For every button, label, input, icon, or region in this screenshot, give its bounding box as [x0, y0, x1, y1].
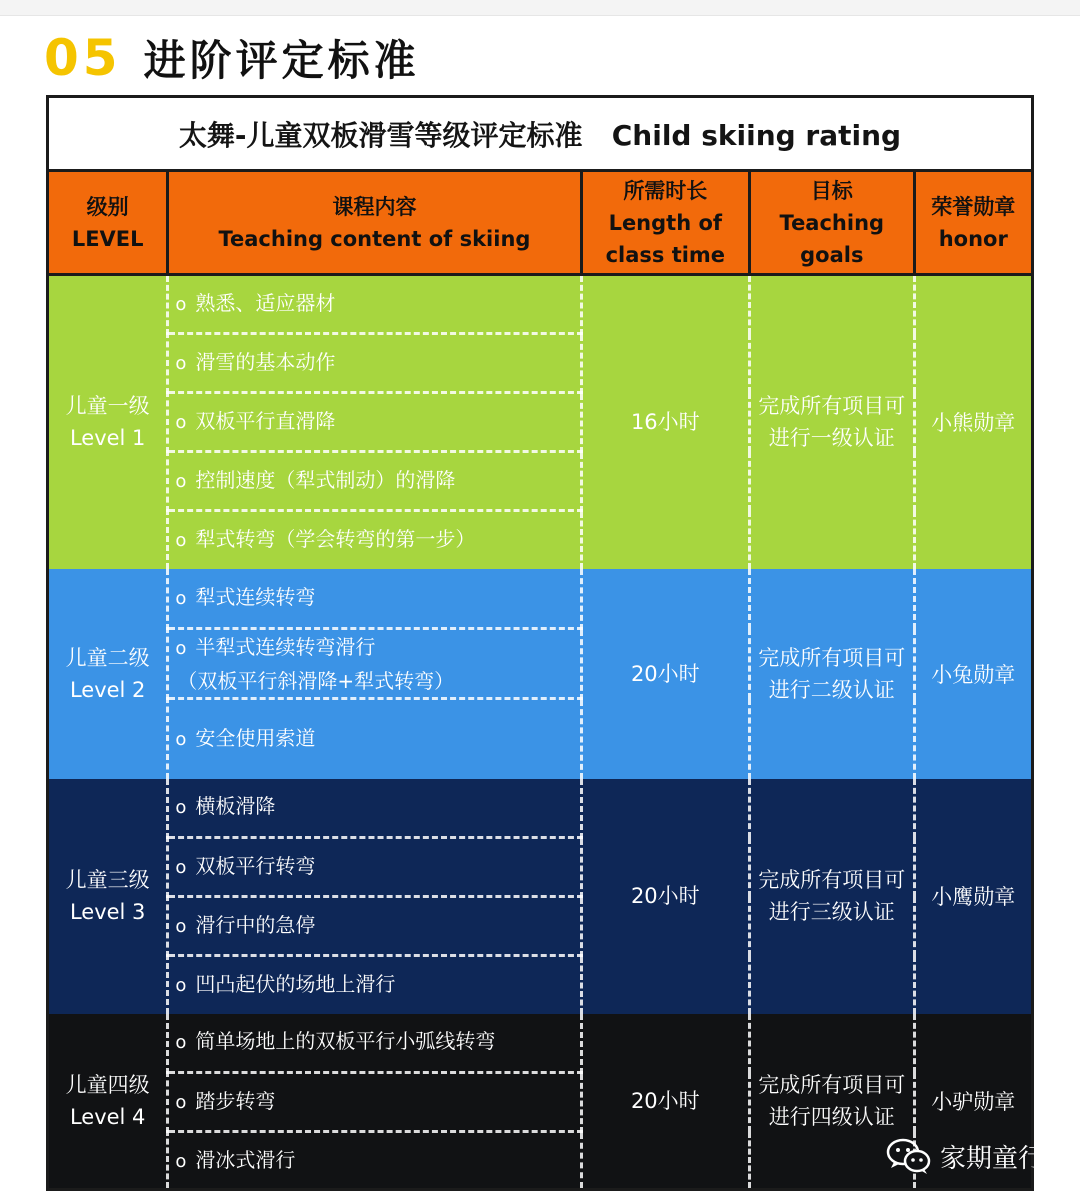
- wechat-icon: [886, 1137, 932, 1175]
- header-time: [581, 171, 750, 275]
- bullet-icon: o: [175, 353, 187, 374]
- goal-line: 进行二级认证: [768, 677, 895, 702]
- list-item: [168, 1014, 581, 1073]
- item-text: 滑冰式滑行: [195, 1147, 296, 1172]
- section-title: 进阶评定标准: [143, 36, 420, 85]
- header-time-cn: 所需时长: [623, 178, 708, 203]
- item-text: 犁式连续转弯: [195, 584, 316, 609]
- bullet-icon: o: [175, 857, 187, 878]
- level-4-name-en: Level 4: [69, 1104, 146, 1129]
- item-text-continuation: （双板平行斜滑降+犁式转弯）: [177, 668, 455, 693]
- level-2-time: 20小时: [581, 569, 750, 779]
- level-3-time: 20小时: [581, 779, 750, 1014]
- header-goals-en2: goals: [800, 242, 864, 267]
- goal-line: 进行三级认证: [768, 900, 895, 924]
- top-rule: [0, 0, 1080, 16]
- level-1-name-cn: 儿童一级: [65, 394, 150, 419]
- header-content-cn: 课程内容: [332, 194, 417, 219]
- item-text: 双板平行转弯: [195, 854, 316, 878]
- item-text: 滑雪的基本动作: [195, 350, 336, 374]
- header-goals-cn: 目标: [810, 178, 853, 203]
- header-level-cn: 级别: [86, 194, 129, 219]
- goal-line: 完成所有项目可: [758, 645, 906, 670]
- item-text: 双板平行直滑降: [195, 409, 336, 433]
- list-item: [168, 393, 581, 452]
- bullet-icon: o: [175, 1092, 187, 1113]
- level-1-honor: 小熊勋章: [914, 275, 1032, 569]
- header-honor: [914, 171, 1032, 275]
- list-item: [168, 629, 581, 699]
- rating-table: [46, 95, 1034, 1191]
- bullet-icon: o: [175, 1032, 187, 1054]
- level-4-name-cn: 儿童四级: [65, 1072, 150, 1097]
- goal-line: 完成所有项目可: [758, 394, 906, 419]
- level-1-label: [48, 275, 168, 569]
- goal-line: 进行四级认证: [768, 1104, 895, 1129]
- header-goals: [750, 171, 914, 275]
- level-1-row: [48, 275, 1033, 334]
- level-3-name-en: Level 3: [69, 900, 146, 924]
- header-honor-en: honor: [938, 226, 1008, 251]
- list-item: [168, 334, 581, 393]
- section-number: 05: [44, 29, 122, 87]
- list-item: [168, 699, 581, 779]
- bullet-icon: o: [175, 294, 187, 315]
- bullet-icon: o: [175, 637, 187, 659]
- header-goals-en1: Teaching: [779, 210, 885, 235]
- level-4-label: [48, 1014, 168, 1190]
- list-item: [168, 956, 581, 1014]
- level-4-honor: 小驴勋章: [914, 1014, 1032, 1190]
- bullet-icon: o: [175, 1150, 187, 1172]
- item-text: 犁式转弯（学会转弯的第一步）: [195, 527, 476, 552]
- bullet-icon: o: [175, 412, 187, 433]
- level-2-honor: 小兔勋章: [914, 569, 1032, 779]
- level-1-goal: [750, 275, 914, 569]
- list-item: [168, 838, 581, 897]
- goal-line: 完成所有项目可: [758, 868, 906, 892]
- bullet-icon: o: [175, 916, 187, 937]
- watermark: [886, 1137, 1044, 1175]
- header-honor-cn: 荣誉勋章: [931, 194, 1016, 219]
- header-time-en1: Length of: [608, 210, 723, 235]
- level-2-name-cn: 儿童二级: [65, 645, 150, 670]
- item-text: 控制速度（犁式制动）的滑降: [195, 468, 456, 492]
- level-3-row: [48, 779, 1033, 838]
- section-heading: [44, 26, 420, 90]
- list-item: [168, 779, 581, 838]
- item-text: 踏步转弯: [195, 1089, 276, 1113]
- list-item: [168, 1073, 581, 1132]
- item-text: 半犁式连续转弯滑行: [195, 634, 376, 659]
- header-level-en: LEVEL: [71, 226, 144, 251]
- list-item: [168, 1132, 581, 1190]
- bullet-icon: o: [175, 530, 187, 552]
- level-3-label: [48, 779, 168, 1014]
- level-3-honor: 小鹰勋章: [914, 779, 1032, 1014]
- item-text: 滑行中的急停: [195, 913, 316, 937]
- list-item: [168, 275, 581, 334]
- item-text: 横板滑降: [195, 794, 276, 819]
- header-level: [48, 171, 168, 275]
- header-row: [48, 171, 1033, 275]
- level-2-goal: [750, 569, 914, 779]
- level-3-goal: [750, 779, 914, 1014]
- level-4-time: 20小时: [581, 1014, 750, 1190]
- level-2-row: [48, 569, 1033, 629]
- header-content: [168, 171, 581, 275]
- item-text: 安全使用索道: [195, 726, 316, 751]
- watermark-text: 家期童行: [939, 1143, 1044, 1174]
- bullet-icon: o: [175, 797, 187, 819]
- bullet-icon: o: [175, 471, 187, 492]
- item-text: 熟悉、适应器材: [195, 291, 336, 315]
- level-4-row: [48, 1014, 1033, 1073]
- list-item: [168, 452, 581, 511]
- header-time-en2: class time: [605, 242, 726, 267]
- header-content-en: Teaching content of skiing: [218, 226, 531, 251]
- list-item: [168, 897, 581, 956]
- level-1-name-en: Level 1: [69, 426, 146, 451]
- table-title: 太舞-儿童双板滑雪等级评定标准 Child skiing rating: [48, 97, 1033, 171]
- goal-line: 进行一级认证: [768, 426, 895, 451]
- level-1-time: 16小时: [581, 275, 750, 569]
- goal-line: 完成所有项目可: [758, 1072, 906, 1097]
- level-2-name-en: Level 2: [69, 677, 146, 702]
- list-item: [168, 511, 581, 569]
- list-item: [168, 569, 581, 629]
- level-3-name-cn: 儿童三级: [65, 868, 150, 892]
- bullet-icon: o: [175, 975, 187, 997]
- level-2-label: [48, 569, 168, 779]
- bullet-icon: o: [175, 587, 187, 609]
- item-text: 凹凸起伏的场地上滑行: [195, 972, 396, 997]
- bullet-icon: o: [175, 729, 187, 751]
- item-text: 简单场地上的双板平行小弧线转弯: [195, 1029, 496, 1054]
